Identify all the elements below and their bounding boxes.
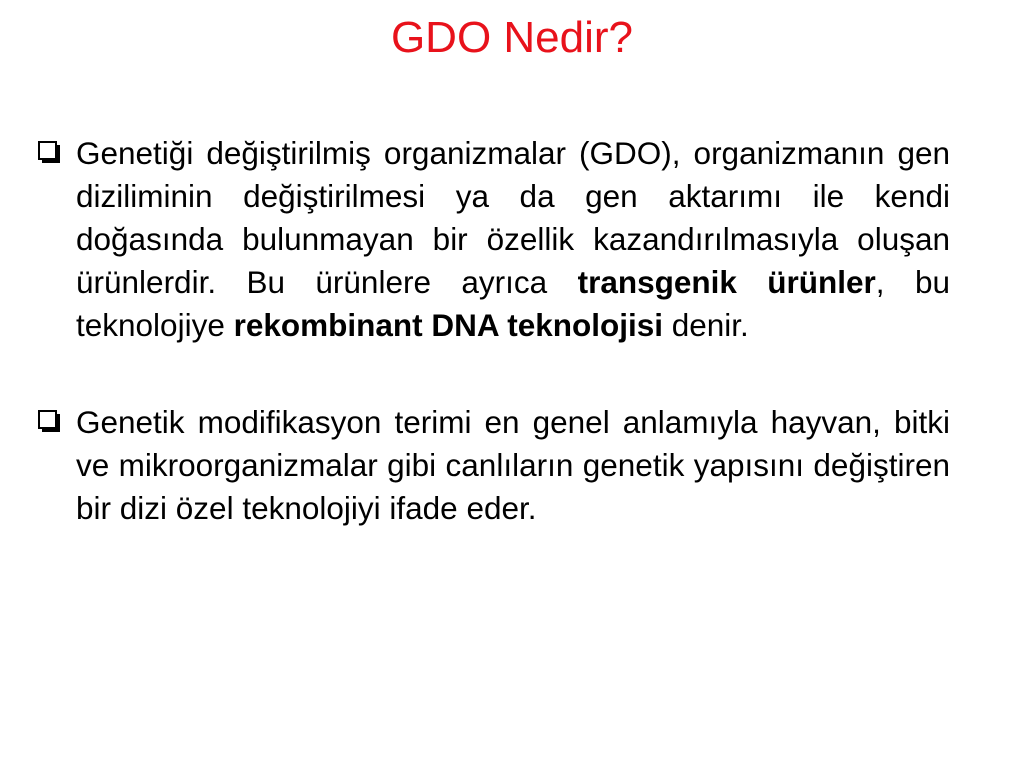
bullet-text [76,135,950,343]
bold-term: rekombinant DNA teknolojisi [233,307,663,343]
bullet-text-segment: denir. [662,307,749,343]
bullet-text-segment: Genetik modifikasyon terimi en genel anlamıyla hayvan, bitki ve mikroorganizmalar gibi canlıların genetik yapısını değiştiren bir dizi özel teknolojiyi ifade eder. [76,404,950,526]
bold-term: transgenik ürünler [577,264,876,300]
bullet-text [76,404,950,526]
bullet-item [38,401,950,530]
square-bullet-icon [38,141,61,164]
slide-title: GDO Nedir? [390,13,634,62]
bullet-item [38,132,950,347]
bullet-text-segment: , bu teknolojiye [76,264,950,343]
bullet-text-segment: Genetiği değiştirilmiş organizmalar (GDO), organizmanın gen diziliminin değiştirilmesi ya da gen aktarımı ile kendi doğasında bulunmayan bir özellik kazandırılmasıyla oluşan ürünlerdir. Bu ürünlere ayrıca [76,135,950,300]
square-bullet-icon [38,410,61,433]
bullet-list [38,132,950,530]
